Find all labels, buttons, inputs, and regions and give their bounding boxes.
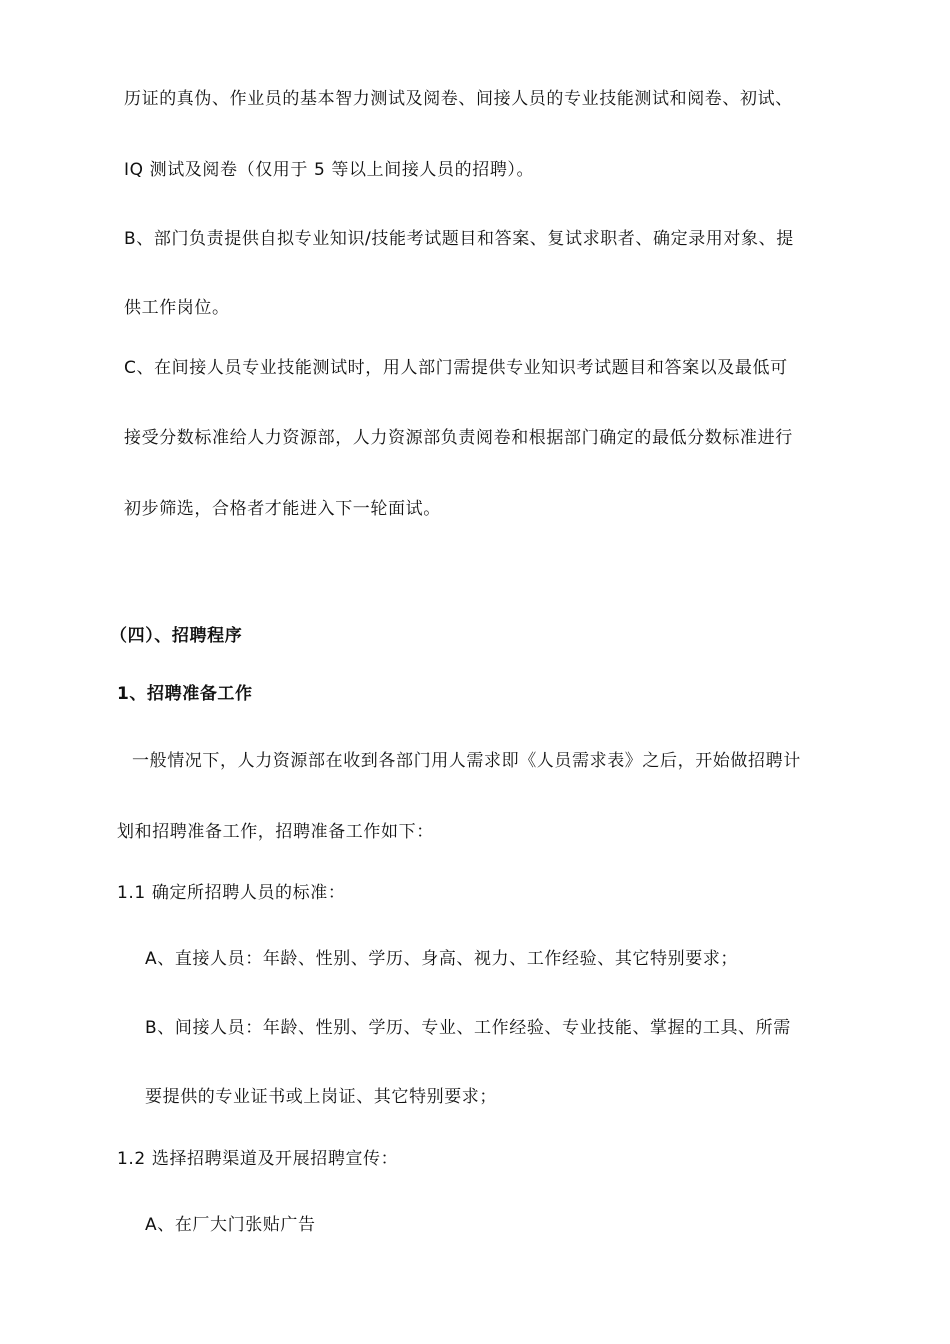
- item-1-2-a: A、在厂大门张贴广告: [145, 1215, 316, 1235]
- subsection-heading: 1、招聘准备工作: [117, 684, 253, 704]
- item-c-line: C、在间接人员专业技能测试时，用人部门需提供专业知识考试题目和答案以及最低可: [124, 358, 788, 378]
- item-1-2-title: 1.2 选择招聘渠道及开展招聘宣传：: [117, 1149, 399, 1169]
- item-b-line: B、部门负责提供自拟专业知识/技能考试题目和答案、复试求职者、确定录用对象、提: [124, 229, 794, 249]
- item-1-1-b-line: 要提供的专业证书或上岗证、其它特别要求；: [145, 1087, 497, 1107]
- section-heading: （四）、招聘程序: [110, 626, 243, 646]
- paragraph-line: 历证的真伪、作业员的基本智力测试及阅卷、间接人员的专业技能测试和阅卷、初试、: [124, 89, 793, 109]
- item-1-1-b-line: B、间接人员：年龄、性别、学历、专业、工作经验、专业技能、掌握的工具、所需: [145, 1018, 791, 1038]
- intro-line: 划和招聘准备工作，招聘准备工作如下：: [117, 822, 434, 842]
- paragraph-line: IQ 测试及阅卷（仅用于 5 等以上间接人员的招聘）。: [124, 160, 535, 180]
- item-1-1-a: A、直接人员：年龄、性别、学历、身高、视力、工作经验、其它特别要求；: [145, 949, 739, 969]
- item-c-line: 接受分数标准给人力资源部，人力资源部负责阅卷和根据部门确定的最低分数标准进行: [124, 428, 793, 448]
- item-b-line: 供工作岗位。: [124, 298, 230, 318]
- item-1-1-title: 1.1 确定所招聘人员的标准：: [117, 883, 346, 903]
- intro-line: 一般情况下，人力资源部在收到各部门用人需求即《人员需求表》之后，开始做招聘计: [132, 751, 801, 771]
- item-c-line: 初步筛选，合格者才能进入下一轮面试。: [124, 499, 441, 519]
